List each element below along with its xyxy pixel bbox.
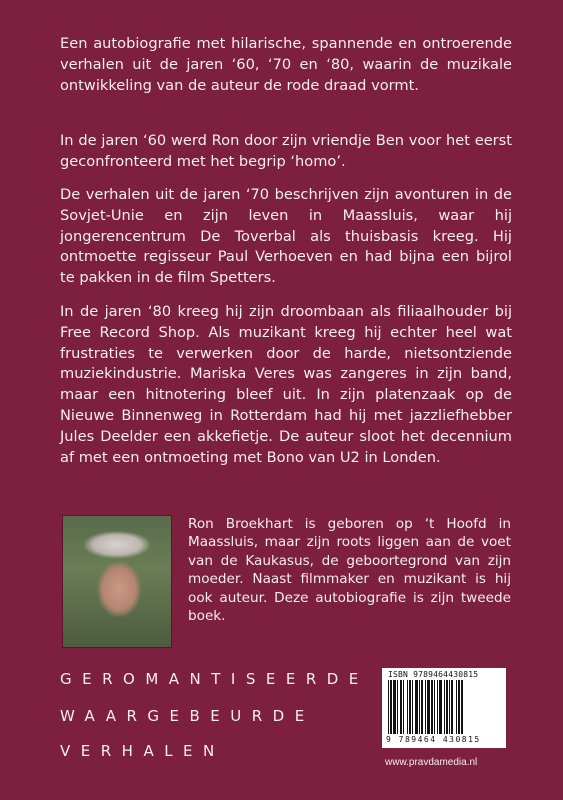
- author-photo: [62, 515, 172, 648]
- barcode-bar: [439, 680, 442, 734]
- barcode-bar: [397, 680, 398, 734]
- tagline-line-1: GEROMANTISEERDE: [60, 670, 369, 688]
- blurb-paragraph-3: De verhalen uit de jaren ‘70 beschrijven zijn avonturen in de Sovjet-Unie en zijn leven in Maassluis, waar hij jongerencentrum De Toverbal als thuisbasis kreeg. Hij ontmoette regisseur Paul Verhoeven en had bijna een bijrol te pakken in de film Spetters.: [60, 186, 512, 287]
- blurb-paragraph-4: In de jaren ‘80 kreeg hij zijn droombaan als filiaalhouder bij Free Record Shop. Als muzikant kreeg hij echter heel wat frustraties te verwerken door de harde, nietsontziende muziekindustrie. Mariska Veres was zangeres in zijn band, maar een hitnotering bleef uit. In zijn platenzaak op de Nieuwe Binnenweg in Rotterdam had hij met jazzliefhebber Jules Deelder een akkefietje. De auteur sloot het decennium af met een ontmoeting met Bono van U2 in Londen.: [60, 303, 512, 466]
- isbn-barcode: [382, 668, 506, 748]
- barcode-bar: [458, 680, 460, 734]
- barcode-bar: [390, 680, 392, 734]
- barcode-bar: [431, 680, 433, 734]
- barcode-bar: [425, 680, 426, 734]
- barcode-bar: [419, 680, 420, 734]
- isbn-top-label: ISBN 9789464430815: [388, 670, 479, 679]
- barcode-bars: [388, 680, 500, 734]
- publisher-website: www.pravdamedia.nl: [385, 757, 478, 768]
- isbn-bottom-label: 9 789464 430815: [386, 735, 481, 744]
- barcode-bar: [456, 680, 457, 734]
- barcode-bar: [437, 680, 438, 734]
- barcode-bar: [434, 680, 435, 734]
- barcode-bar: [421, 680, 423, 734]
- barcode-bar: [409, 680, 411, 734]
- blurb-paragraph-1: Een autobiografie met hilarische, spannende en ontroerende verhalen uit de jaren ‘60, ‘70 en ‘80, waarin de muzikale ontwikkeling van de auteur de rode draad vormt.: [60, 35, 512, 94]
- barcode-bar: [461, 680, 463, 734]
- author-bio: Ron Broekhart is geboren op ‘t Hoofd in Maassluis, maar zijn roots liggen aan de voet van de Kaukasus, de geboortegrond van zijn moeder. Naast filmmaker en muzikant is hij ook auteur. Deze autobiografie is zijn tweede boek.: [188, 516, 511, 625]
- barcode-bar: [388, 680, 389, 734]
- barcode-bar: [403, 680, 404, 734]
- barcode-bar: [427, 680, 430, 734]
- barcode-bar: [451, 680, 453, 734]
- barcode-bar: [412, 680, 413, 734]
- barcode-bar: [393, 680, 396, 734]
- tagline-line-2: WAARGEBEURDE: [60, 707, 315, 725]
- barcode-bar: [407, 680, 408, 734]
- blurb-paragraph-2: In de jaren ‘60 werd Ron door zijn vriendje Ben voor het eerst geconfronteerd met het begrip ‘homo’.: [60, 132, 512, 170]
- barcode-bar: [446, 680, 448, 734]
- barcode-bar: [415, 680, 418, 734]
- tagline-line-3: VERHALEN: [60, 742, 225, 760]
- barcode-bar: [444, 680, 445, 734]
- barcode-bar: [449, 680, 450, 734]
- barcode-bar: [400, 680, 402, 734]
